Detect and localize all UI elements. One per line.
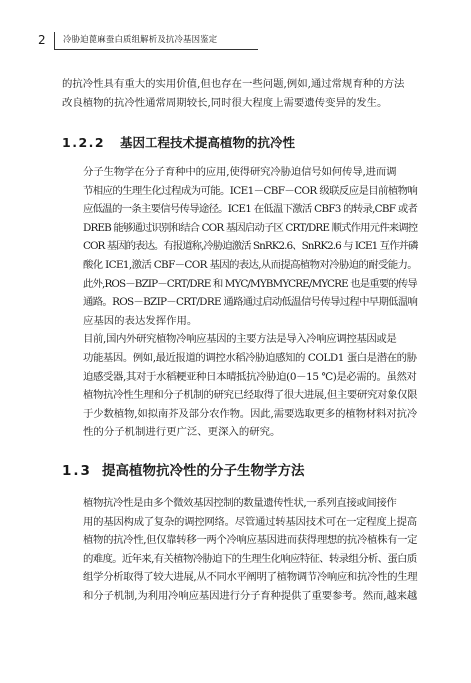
paragraph — [62, 163, 417, 330]
text-line: DREB 能够通过识别和结合 COR 基因启动子区 CRT/DRE 顺式作用元件来调控 — [83, 221, 418, 234]
text-line: 用的基因构成了复杂的调控网络。尽管通过转基因技术可在一定程度上提高 — [83, 515, 417, 528]
section-title: 提高植物抗冷性的分子生物学方法 — [102, 463, 305, 479]
text-line: 性的分子机制进行更广泛、更深入的研究。 — [83, 426, 281, 439]
text-line: 的抗冷性具有重大的实用价值,但也存在一些问题,例如,通过常规育种的方法 — [62, 78, 405, 90]
text-line: 应基因的表达发挥作用。 — [83, 314, 198, 327]
page-header — [0, 33, 471, 53]
text-line: 功能基因。例如,最近报道的调控水稻冷胁迫感知的 COLD1 蛋白是潜在的胁 — [83, 351, 417, 364]
text-line: 组学分析取得了较大进展,从不同水平阐明了植物调节冷响应和抗冷性的生理 — [83, 571, 418, 584]
text-line: 目前,国内外研究植物冷响应基因的主要方法是导入冷响应调控基因或是 — [83, 333, 397, 346]
running-title: 冷胁迫蓖麻蚕白质组解析及抗冷基因鉴定 — [63, 34, 218, 44]
text-line: 应低温的一条主要信号传导途径。ICE1 在低温下激活 CBF3 的转录,CBF 或者 — [83, 203, 418, 216]
text-line: 分子生物学在分子育种中的应用,使得研究冷胁迫信号如何传导,进而调 — [83, 166, 397, 178]
text-line: 迫感受器,其对于水稻粳亚种日本晴抵抗冷胁迫(0－15 ℃)是必需的。虽然对 — [83, 370, 417, 383]
text-line: 改良植物的抗冷性通常周期较长,同时很大程度上需要遗传变异的发生。 — [62, 96, 388, 109]
section-title: 基因工程技术提高植物的抗冷性 — [120, 135, 296, 150]
section-number: 1.2.2 — [62, 135, 106, 150]
text-line: 于少数植物,如拟南芥及部分农作物。因此,需要选取更多的植物材料对抗冷 — [83, 407, 418, 420]
text-line: 植物抗冷性是由多个微效基因控制的数量遗传性状,一系列直接或间接作 — [83, 497, 397, 509]
page-number: 2 — [38, 33, 46, 47]
text-line: 和分子机制,为利用冷响应基因进行分子育种提供了重要参考。然而,越来越 — [83, 589, 418, 602]
text-line: 植物抗冷性生理和分子机制的研究已经取得了很大进展,但主要研究对象仅限 — [83, 389, 418, 402]
paragraph — [62, 494, 417, 606]
paragraph — [62, 330, 417, 442]
intro-paragraph-block — [62, 75, 417, 112]
text-line: COR 基因的表达。有报道称,冷胁迫激活 SnRK2.6、SnRK2.6 与 ICE1 互作并磷 — [83, 240, 418, 253]
text-line: 通路。ROS－BZIP－CRT/DRE 通路通过启动低温信号传导过程中早期低温响 — [83, 296, 418, 309]
text-line: 此外,ROS－BZIP－CRT/DRE 和 MYC/MYBMYCRE/MYCRE 也是重要的传导 — [83, 277, 417, 290]
section-heading-1-2-2 — [62, 135, 295, 151]
text-line: 植物的抗冷性,但仅靠转移一两个冷响应基因进而获得理想的抗冷植株有一定 — [83, 534, 418, 547]
text-line: 节相应的生理生化过程成为可能。ICE1－CBF－COR 级联反应是目前植物响 — [83, 184, 418, 197]
section-1-2-2-body — [62, 163, 417, 442]
intro-paragraph — [62, 75, 417, 112]
header-vertical-rule — [54, 32, 55, 49]
text-line: 酸化 ICE1,激活 CBF－COR 基因的表达,从而提高植物对冷胁迫的耐受能力。 — [83, 258, 418, 271]
section-1-3-body — [62, 494, 417, 606]
header-rule — [54, 49, 258, 50]
text-line: 的难度。近年来,有关植物冷胁迫下的生理生化响应特征、转录组分析、蛋白质 — [83, 552, 417, 565]
section-heading-1-3 — [62, 462, 305, 480]
section-number: 1.3 — [62, 463, 92, 479]
